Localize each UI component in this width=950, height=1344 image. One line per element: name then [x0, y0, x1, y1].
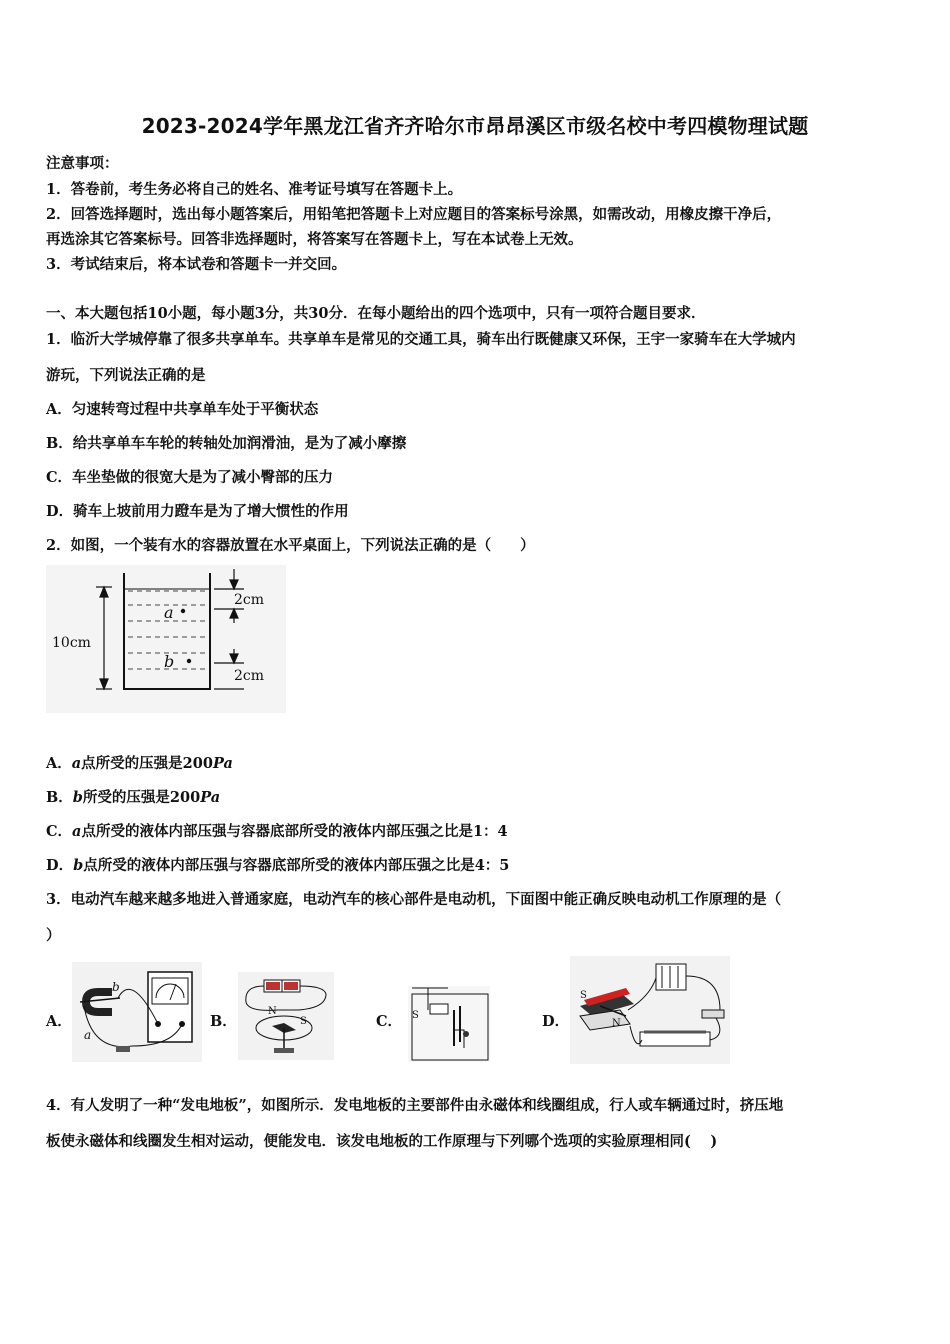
figure-d-label-s: S — [580, 990, 587, 1001]
q1-option-b: B．给共享单车车轮的转轴处加润滑油，是为了减小摩擦 — [46, 435, 407, 452]
q2-option-a: A．a点所受的压强是200Pa — [46, 755, 233, 772]
q3-option-d-label: D． — [542, 1013, 570, 1030]
q3-option-b-label: B． — [210, 1013, 237, 1030]
label-2cm-top: 2cm — [234, 592, 265, 608]
figure-a-label-b: b — [112, 980, 120, 994]
q2-option-c: C．a点所受的液体内部压强与容器底部所受的液体内部压强之比是1：4 — [46, 823, 508, 840]
figure-a-label-a: a — [84, 1028, 92, 1042]
q1-option-a: A．匀速转弯过程中共享单车处于平衡状态 — [46, 401, 319, 418]
page-title: 2023-2024学年黑龙江省齐齐哈尔市昂昂溪区市级名校中考四模物理试题 — [141, 114, 809, 138]
label-10cm: 10cm — [52, 635, 91, 651]
figure-b-compass — [238, 972, 334, 1060]
q3-option-a-label: A． — [46, 1013, 72, 1030]
q2-stem: 2．如图，一个装有水的容器放置在水平桌面上，下列说法正确的是（ ） — [46, 537, 535, 554]
figure-b-label-s: S — [300, 1016, 307, 1027]
q2-option-d: D．b点所受的液体内部压强与容器底部所受的液体内部压强之比是4：5 — [46, 857, 510, 874]
figure-b-label-n: N — [268, 1006, 277, 1017]
q1-option-c: C．车坐垫做的很宽大是为了减小臀部的压力 — [46, 469, 334, 486]
q1-stem: 1．临沂大学城停靠了很多共享单车。共享单车是常见的交通工具，骑车出行既健康又环保，王宇一家骑车在大学城内 — [46, 331, 796, 348]
q1-stem: 游玩，下列说法正确的是 — [46, 367, 206, 384]
notice-item: 3．考试结束后，将本试卷和答题卡一并交回。 — [46, 256, 347, 273]
figure-d-motor — [570, 956, 730, 1064]
label-2cm-bottom: 2cm — [234, 668, 265, 684]
notice-item: 2．回答选择题时，选出每小题答案后，用铅笔把答题卡上对应题目的答案标号涂黑，如需改动，用橡皮擦干净后， — [46, 206, 782, 223]
notice-item: 再选涂其它答案标号。回答非选择题时，将答案写在答题卡上，写在本试卷上无效。 — [46, 231, 583, 248]
q2-option-b: B．b所受的压强是200Pa — [46, 789, 221, 806]
q1-option-d: D．骑车上坡前用力蹬车是为了增大惯性的作用 — [46, 503, 349, 520]
q4-stem: 4．有人发明了一种“发电地板”，如图所示．发电地板的主要部件由永磁体和线圈组成，行人或车辆通过时，挤压地 — [46, 1097, 784, 1114]
figure-c-relay — [408, 986, 490, 1062]
q3-option-c-label: C． — [376, 1013, 403, 1030]
label-point-b: b — [164, 652, 175, 671]
section-heading: 一、本大题包括10小题，每小题3分，共30分．在每小题给出的四个选项中，只有一项符合题目要求． — [46, 305, 706, 322]
figure-d-label-n: N — [612, 1018, 621, 1029]
notice-item: 1．答卷前，考生务必将自己的姓名、准考证号填写在答题卡上。 — [46, 181, 463, 198]
label-point-a: a — [164, 603, 174, 622]
q3-stem: ） — [46, 927, 61, 944]
q3-stem: 3．电动汽车越来越多地进入普通家庭，电动汽车的核心部件是电动机，下面图中能正确反映电动机工作原理的是（ — [46, 891, 782, 908]
figure-c-label-s: S — [412, 1010, 419, 1021]
figure-a-galvanometer — [72, 962, 202, 1062]
notice-heading: 注意事项： — [46, 155, 119, 172]
q4-stem: 板使永磁体和线圈发生相对运动，便能发电．该发电地板的工作原理与下列哪个选项的实验原理相同( ) — [46, 1133, 718, 1150]
